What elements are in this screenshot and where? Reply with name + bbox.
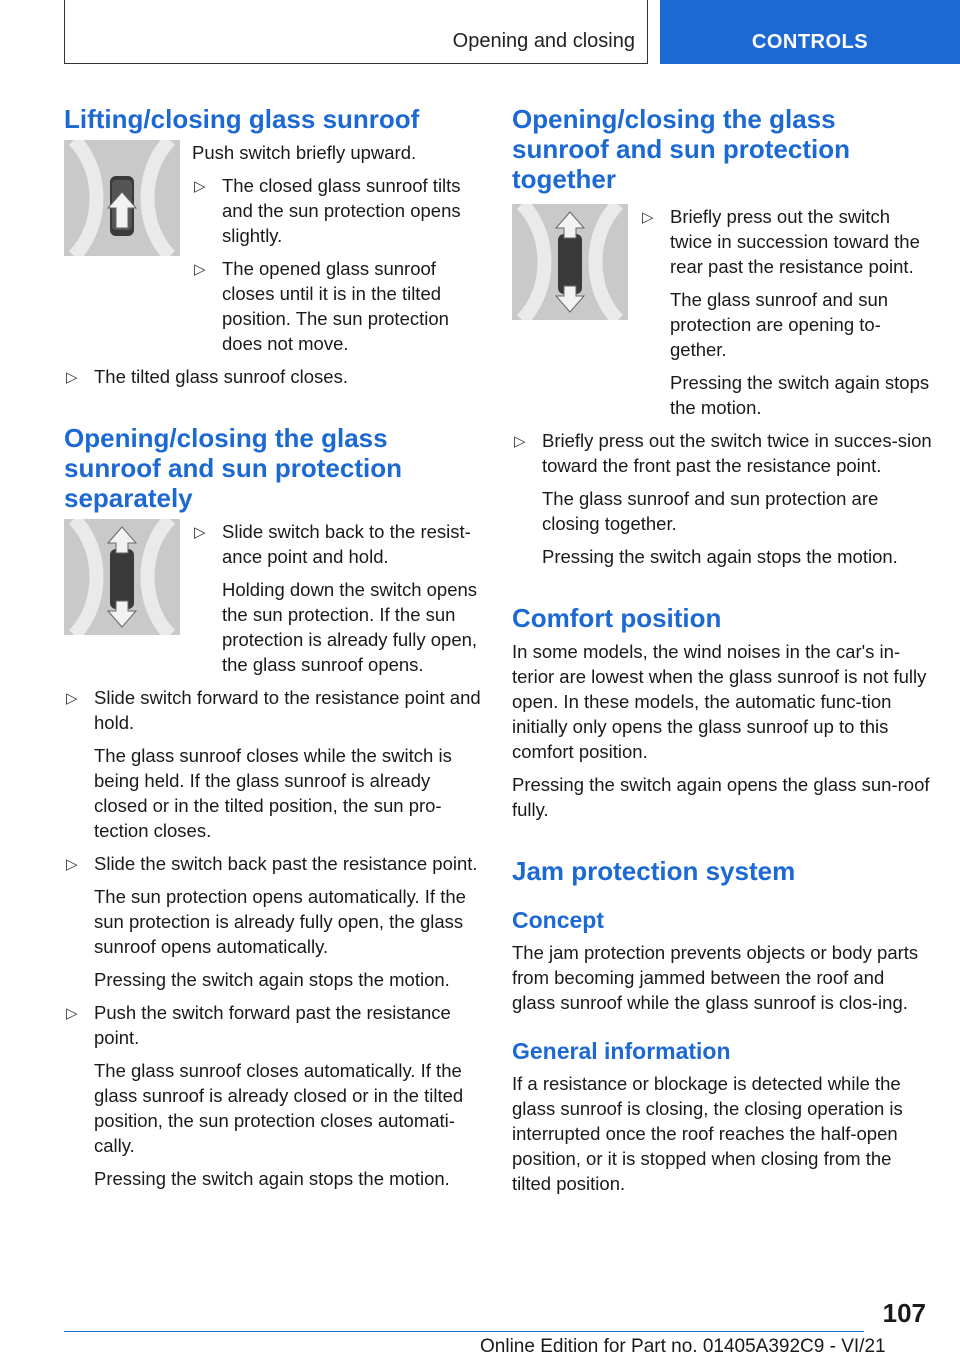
lifting-intro: Push switch briefly upward. bbox=[192, 142, 417, 163]
list-item-text: Pressing the switch again stops the motion. bbox=[94, 1168, 450, 1189]
list-item bbox=[512, 428, 932, 569]
bullet-triangle-icon: ▷ bbox=[194, 178, 206, 195]
list-item-text: The closed glass sunroof tilts and the sun protection opens slightly. bbox=[222, 175, 461, 246]
list-item-text: The sun protection opens automatically. If the sun protection is already fully open, the glass sunroof opens automatically. bbox=[94, 886, 466, 957]
subsection-title-general: General information bbox=[512, 1038, 731, 1064]
header-section-title: Opening and closing bbox=[452, 30, 635, 52]
list-item-text: Pressing the switch again stops the motion. bbox=[542, 546, 898, 567]
bullet-triangle-icon: ▷ bbox=[194, 524, 206, 541]
bullet-triangle-icon: ▷ bbox=[194, 261, 206, 278]
separately-figure-row bbox=[64, 519, 484, 685]
list-item-text: The tilted glass sunroof closes. bbox=[94, 366, 348, 387]
comfort-paragraph: Pressing the switch again opens the glass sun-roof fully. bbox=[512, 774, 930, 820]
footer-edition: Online Edition for Part no. 01405A392C9 - VI/21 bbox=[480, 1336, 886, 1357]
switch-updown-illustration bbox=[512, 204, 628, 320]
list-item bbox=[640, 204, 932, 420]
list-item-text: Holding down the switch opens the sun protection. If the sun protection is already fully open, the glass sunroof opens. bbox=[222, 579, 478, 675]
list-item-text: The glass sunroof and sun protection are opening to-gether. bbox=[670, 289, 889, 360]
list-item bbox=[64, 364, 484, 389]
list-item-text: Slide the switch back past the resistance point. bbox=[94, 853, 478, 874]
comfort-paragraph: In some models, the wind noises in the car's in-terior are lowest when the glass sunroof is not fully open. In these models, the automatic func-tion initially only opens the glass sunroof up to this comfort position. bbox=[512, 641, 927, 762]
list-item-text: Slide switch forward to the resistance point and hold. bbox=[94, 687, 481, 733]
bullet-triangle-icon: ▷ bbox=[514, 433, 526, 450]
together-figure-row bbox=[512, 204, 932, 428]
list-item-text: The glass sunroof closes automatically. If the glass sunroof is already closed or in the tilted position, the sun protection closes automati-cally. bbox=[94, 1060, 464, 1156]
list-item-text: Pressing the switch again stops the motion. bbox=[94, 969, 450, 990]
list-item-text: The glass sunroof and sun protection are closing together. bbox=[542, 488, 879, 534]
section-title-lifting: Lifting/closing glass sunroof bbox=[64, 104, 420, 134]
list-item-text: The opened glass sunroof closes until it is in the tilted position. The sun protection does not move. bbox=[222, 258, 449, 354]
list-item bbox=[192, 256, 484, 356]
list-item-text: The glass sunroof closes while the switch is being held. If the glass sunroof is already closed or in the tilted position, the sun pro-tection closes. bbox=[94, 745, 452, 841]
section-title-together: Opening/closing the glass sunroof and sun protection together bbox=[512, 104, 850, 194]
right-column bbox=[512, 104, 932, 1204]
bullet-triangle-icon: ▷ bbox=[66, 690, 78, 707]
bullet-triangle-icon: ▷ bbox=[66, 369, 78, 386]
list-item-text: Briefly press out the switch twice in succes-sion toward the front past the resistance point. bbox=[542, 430, 932, 476]
switch-updown-illustration bbox=[64, 519, 180, 635]
list-item bbox=[64, 851, 484, 992]
concept-paragraph: The jam protection prevents objects or body parts from becoming jammed between the roof and glass sunroof while the glass sunroof is clos-ing. bbox=[512, 942, 919, 1013]
footer-divider bbox=[64, 1331, 864, 1332]
list-item bbox=[64, 1000, 484, 1191]
general-info-paragraph: If a resistance or blockage is detected while the glass sunroof is closing, the closing operation is interrupted once the roof reaches the half-open position, or it is stopped when closing from the tilted position. bbox=[512, 1073, 903, 1194]
section-title-separately: Opening/closing the glass sunroof and sun protection separately bbox=[64, 423, 402, 513]
switch-up-illustration bbox=[64, 140, 180, 256]
section-title-jam: Jam protection system bbox=[512, 856, 796, 886]
bullet-triangle-icon: ▷ bbox=[66, 856, 78, 873]
left-column bbox=[64, 104, 484, 1199]
section-title-comfort: Comfort position bbox=[512, 603, 722, 633]
page-number: 107 bbox=[882, 1298, 926, 1328]
subsection-title-concept: Concept bbox=[512, 907, 604, 933]
list-item bbox=[192, 519, 484, 677]
list-item bbox=[192, 173, 484, 248]
list-item bbox=[64, 685, 484, 843]
header-chapter-tab[interactable]: CONTROLS bbox=[660, 0, 960, 64]
list-item-text: Slide switch back to the resist-ance point and hold. bbox=[222, 521, 471, 567]
list-item-text: Push the switch forward past the resistance point. bbox=[94, 1002, 451, 1048]
bullet-triangle-icon: ▷ bbox=[66, 1005, 78, 1022]
list-item-text: Pressing the switch again stops the motion. bbox=[670, 372, 930, 418]
bullet-triangle-icon: ▷ bbox=[642, 209, 654, 226]
list-item-text: Briefly press out the switch twice in succession toward the rear past the resistance point. bbox=[670, 206, 920, 277]
lifting-figure-row bbox=[64, 140, 484, 364]
